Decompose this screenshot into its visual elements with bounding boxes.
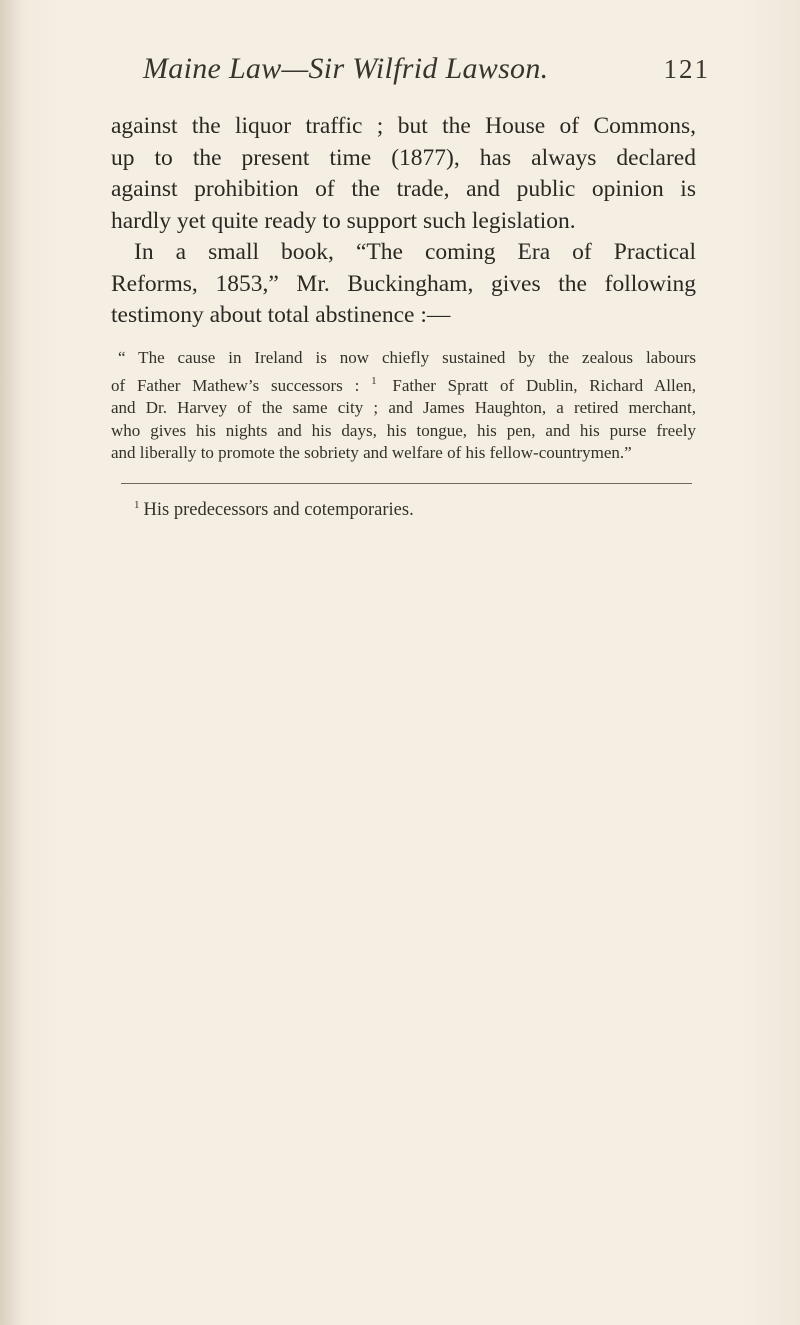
quote-line: who gives his nights and his days, his tongue, his pen, and his purse freely xyxy=(111,420,696,440)
footnote xyxy=(134,493,414,522)
quote-line-part: Father Spratt of Dublin, Richard Allen, xyxy=(380,375,696,395)
body-paragraphs xyxy=(111,111,696,332)
footnote-mark: 1 xyxy=(134,499,140,511)
body-line: against prohibition of the trade, and public opinion is xyxy=(111,176,696,202)
footnote-text: His predecessors and cotemporaries. xyxy=(143,500,414,520)
quote-line-part: of Father Mathew’s successors : xyxy=(111,375,372,395)
footnote-reference: 1 xyxy=(371,374,377,387)
quote-line: and liberally to promote the sobriety and welfare of his fellow-countrymen.” xyxy=(111,443,632,462)
page-number: 121 xyxy=(663,54,710,84)
body-line: testimony about total abstinence :— xyxy=(111,302,451,328)
body-line: Reforms, 1853,” Mr. Buckingham, gives the following xyxy=(111,270,696,297)
body-line: hardly yet quite ready to support such legislation. xyxy=(111,207,576,234)
body-line: against the liquor traffic ; but the House of Commons, xyxy=(111,113,696,139)
body-line: up to the present time (1877), has always declared xyxy=(111,144,696,171)
quote-line xyxy=(111,370,696,398)
quote-line: “ The cause in Ireland is now chiefly sustained by the zealous labours xyxy=(118,348,696,367)
quote-line: and Dr. Harvey of the same city ; and James Haughton, a retired merchant, xyxy=(111,398,696,417)
running-title: Maine Law—Sir Wilfrid Lawson. xyxy=(143,52,549,85)
page-header xyxy=(143,52,710,94)
gutter-shadow xyxy=(0,0,22,1325)
footnote-divider xyxy=(121,483,692,484)
body-line: In a small book, “The coming Era of Practical xyxy=(134,239,696,265)
block-quote xyxy=(111,347,696,465)
